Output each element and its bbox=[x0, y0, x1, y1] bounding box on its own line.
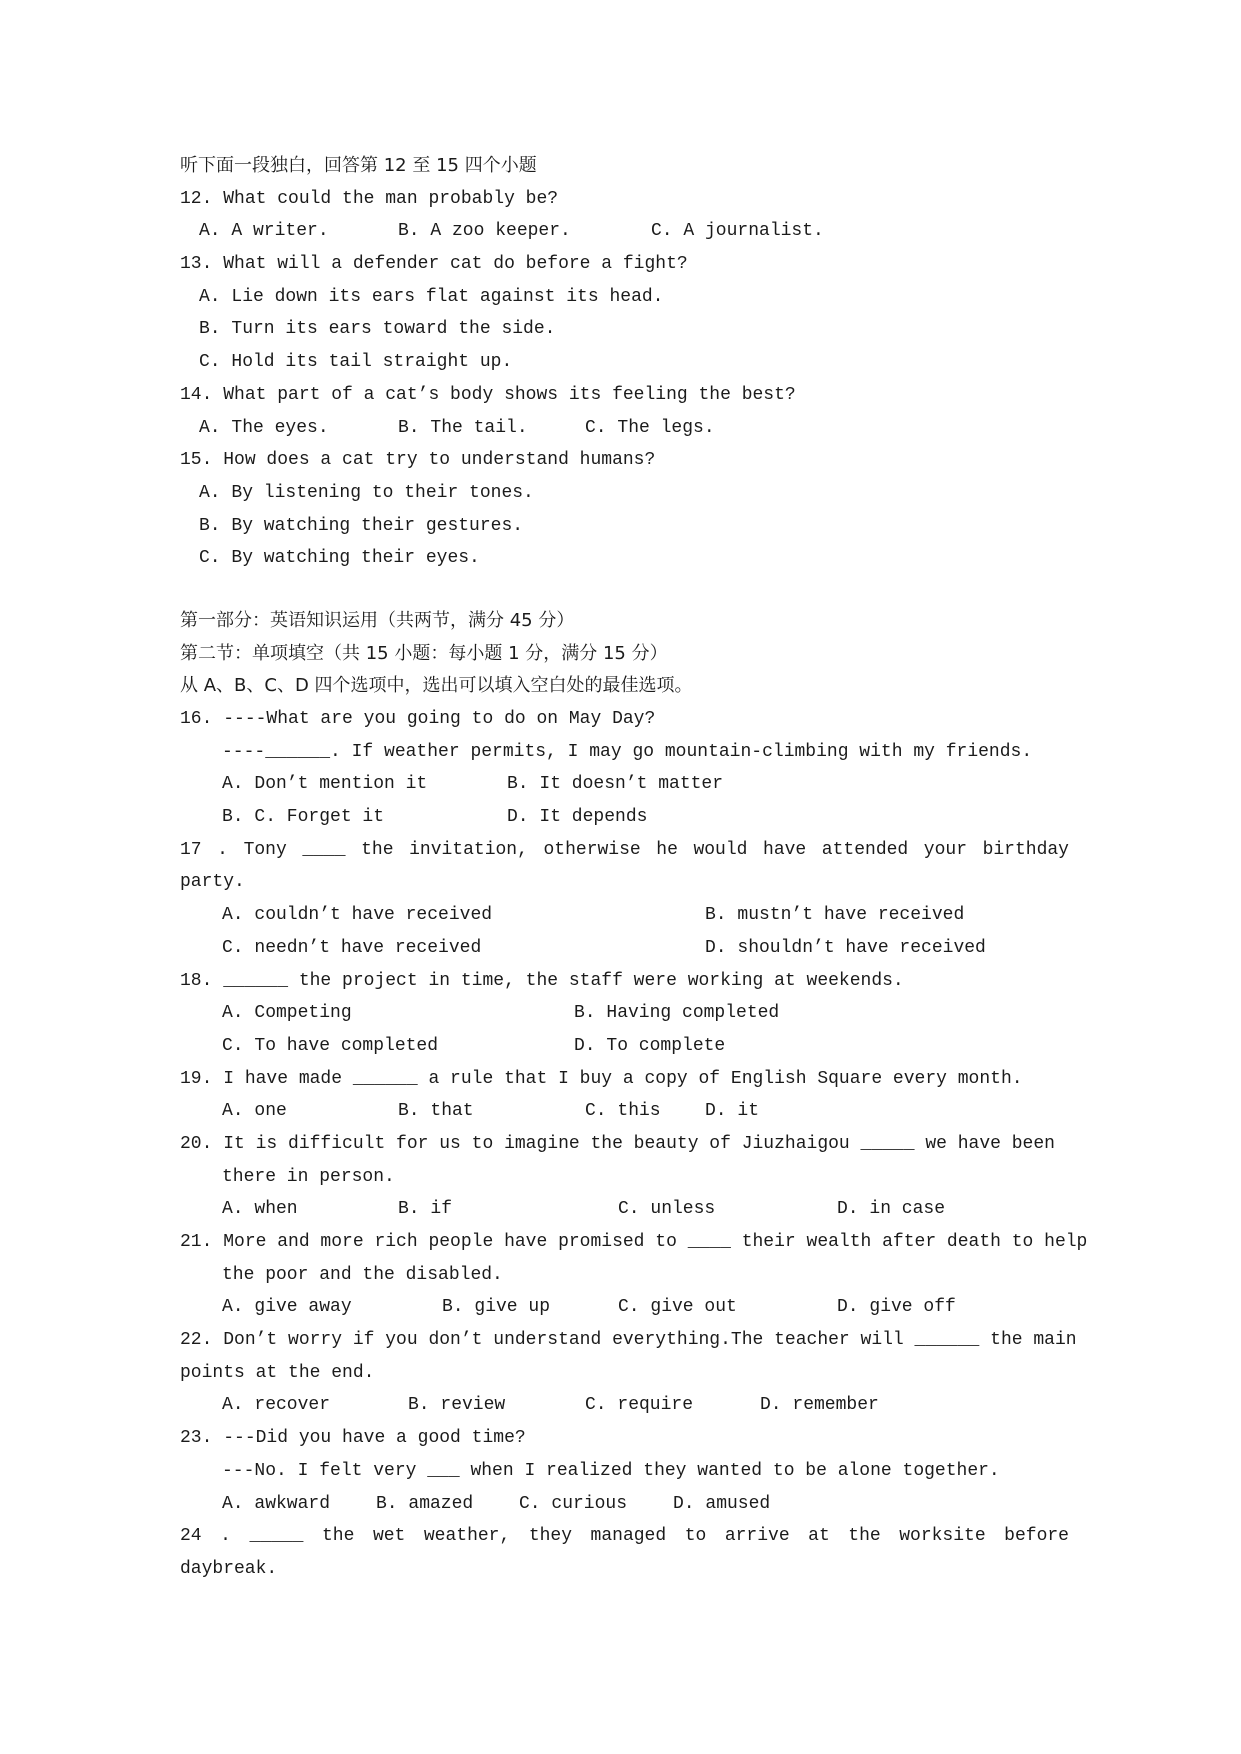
option-18-b: B. Having completed bbox=[574, 1003, 780, 1024]
option-14-a: A. The eyes. bbox=[199, 417, 329, 438]
option-23-c: C. curious bbox=[519, 1493, 628, 1514]
dialogue-line: ----______. If weather permits, I may go mountain-climbing with my friends. bbox=[222, 741, 1033, 762]
question-21-stem bbox=[180, 1226, 1087, 1259]
question-text: _____ the wet weather, they managed to arrive at the worksite before bbox=[249, 1526, 1069, 1547]
question-16-reply bbox=[0, 736, 1241, 769]
question-12 bbox=[0, 183, 1241, 216]
option-23-a: A. awkward bbox=[222, 1493, 331, 1514]
question-number: 18. bbox=[180, 970, 213, 991]
question-number: 19. bbox=[180, 1068, 213, 1089]
option-22-a: A. recover bbox=[222, 1395, 331, 1416]
option-17-a: A. couldn’t have received bbox=[222, 905, 493, 926]
section-heading: 第二节：单项填空（共 15 小题：每小题 1 分，满分 15 分） bbox=[180, 642, 668, 664]
question-17-stem bbox=[180, 834, 1069, 867]
question-number: 23. bbox=[180, 1428, 213, 1449]
option-row bbox=[0, 477, 1241, 510]
option-19-b: B. that bbox=[398, 1101, 474, 1122]
option-21-c: C. give out bbox=[618, 1297, 737, 1318]
question-text: More and more rich people have promised to ____ their wealth after death to help bbox=[223, 1232, 1088, 1252]
question-18-options-row1 bbox=[0, 997, 1241, 1030]
option-17-c: C. needn’t have received bbox=[222, 937, 482, 958]
question-text: What could the man probably be? bbox=[223, 188, 559, 209]
question-20-continuation bbox=[0, 1161, 1241, 1194]
question-number: 21. bbox=[180, 1232, 213, 1252]
section-instruction: 从 A、B、C、D 四个选项中，选出可以填入空白处的最佳选项。 bbox=[180, 675, 693, 697]
question-20 bbox=[0, 1128, 1241, 1161]
question-24-stem bbox=[180, 1520, 1069, 1553]
question-17-continuation bbox=[0, 866, 1241, 899]
option-row bbox=[0, 281, 1241, 314]
option-15-b: B. By watching their gestures. bbox=[199, 515, 524, 536]
option-row bbox=[0, 346, 1241, 379]
question-text: Tony ____ the invitation, otherwise he would have attended your birthday bbox=[243, 839, 1069, 860]
option-14-b: B. The tail. bbox=[398, 417, 528, 438]
question-text: It is difficult for us to imagine the beauty of Jiuzhaigou _____ we have been bbox=[223, 1133, 1055, 1154]
option-row bbox=[0, 510, 1241, 543]
question-text-continuation: daybreak. bbox=[180, 1558, 278, 1579]
question-16 bbox=[0, 703, 1241, 736]
question-number: 14. bbox=[180, 384, 213, 405]
option-20-b: B. if bbox=[398, 1199, 453, 1220]
question-15-stem bbox=[180, 444, 655, 477]
question-number: 20. bbox=[180, 1133, 213, 1154]
option-23-d: D. amused bbox=[673, 1493, 771, 1514]
option-19-d: D. it bbox=[705, 1101, 760, 1122]
question-19 bbox=[0, 1063, 1241, 1096]
question-19-options bbox=[0, 1095, 1241, 1128]
dialogue-line: ----What are you going to do on May Day? bbox=[223, 709, 656, 729]
dialogue-line: ---No. I felt very ___ when I realized they wanted to be alone together. bbox=[222, 1460, 1000, 1481]
question-text: ______ the project in time, the staff were working at weekends. bbox=[223, 970, 904, 991]
option-21-d: D. give off bbox=[837, 1297, 956, 1318]
option-15-a: A. By listening to their tones. bbox=[199, 482, 534, 503]
question-16-stem bbox=[180, 703, 655, 736]
option-22-d: D. remember bbox=[760, 1395, 879, 1416]
option-12-c: C. A journalist. bbox=[651, 221, 824, 242]
question-21 bbox=[0, 1226, 1241, 1259]
option-14-c: C. The legs. bbox=[585, 417, 715, 438]
dialogue-line: ---Did you have a good time? bbox=[223, 1428, 526, 1449]
question-22-continuation bbox=[0, 1357, 1241, 1390]
option-16-c: B. C. Forget it bbox=[222, 807, 385, 828]
question-18 bbox=[0, 965, 1241, 998]
question-21-continuation bbox=[0, 1259, 1241, 1292]
option-23-b: B. amazed bbox=[376, 1493, 474, 1514]
question-23 bbox=[0, 1422, 1241, 1455]
question-14-stem bbox=[180, 379, 796, 412]
option-16-a: A. Don’t mention it bbox=[222, 774, 428, 795]
option-18-d: D. To complete bbox=[574, 1035, 726, 1056]
question-number: 24 . bbox=[180, 1526, 231, 1547]
question-15 bbox=[0, 444, 1241, 477]
option-13-a: A. Lie down its ears flat against its head. bbox=[199, 286, 664, 307]
exam-content bbox=[0, 150, 1241, 1586]
question-text: Don’t worry if you don’t understand everything.The teacher will ______ the main bbox=[223, 1330, 1077, 1351]
question-23-stem bbox=[180, 1422, 526, 1455]
option-22-c: C. require bbox=[585, 1395, 694, 1416]
question-17 bbox=[0, 834, 1241, 867]
option-13-b: B. Turn its ears toward the side. bbox=[199, 319, 556, 340]
option-16-b: B. It doesn’t matter bbox=[507, 774, 724, 795]
option-15-c: C. By watching their eyes. bbox=[199, 548, 480, 569]
question-22-options bbox=[0, 1389, 1241, 1422]
question-17-options-row2 bbox=[0, 932, 1241, 965]
option-21-a: A. give away bbox=[222, 1297, 352, 1318]
question-24-continuation bbox=[0, 1553, 1241, 1586]
question-22 bbox=[0, 1324, 1241, 1357]
question-21-options bbox=[0, 1291, 1241, 1324]
option-16-d: D. It depends bbox=[507, 807, 648, 828]
question-number: 17 . bbox=[180, 839, 228, 860]
question-number: 22. bbox=[180, 1330, 213, 1351]
question-text-continuation: there in person. bbox=[222, 1166, 395, 1187]
question-number: 13. bbox=[180, 254, 213, 275]
question-22-stem bbox=[180, 1324, 1077, 1357]
question-16-options-row1 bbox=[0, 768, 1241, 801]
question-text: What part of a cat’s body shows its feeling the best? bbox=[223, 384, 796, 405]
option-21-b: B. give up bbox=[442, 1297, 551, 1318]
option-13-c: C. Hold its tail straight up. bbox=[199, 352, 513, 373]
question-18-options-row2 bbox=[0, 1030, 1241, 1063]
listening-instruction-row bbox=[0, 150, 1241, 183]
question-17-options-row1 bbox=[0, 899, 1241, 932]
question-text: How does a cat try to understand humans? bbox=[223, 450, 656, 471]
question-18-stem bbox=[180, 965, 904, 998]
option-19-c: C. this bbox=[585, 1101, 661, 1122]
option-19-a: A. one bbox=[222, 1101, 287, 1122]
question-20-options bbox=[0, 1193, 1241, 1226]
question-number: 15. bbox=[180, 450, 213, 471]
option-12-b: B. A zoo keeper. bbox=[398, 221, 571, 242]
question-text-continuation: points at the end. bbox=[180, 1362, 375, 1383]
question-16-options-row2 bbox=[0, 801, 1241, 834]
listening-instruction: 听下面一段独白，回答第 12 至 15 四个小题 bbox=[180, 155, 537, 176]
question-20-stem bbox=[180, 1128, 1055, 1161]
question-23-reply bbox=[0, 1455, 1241, 1488]
section-heading-row bbox=[0, 638, 1241, 671]
option-18-a: A. Competing bbox=[222, 1003, 352, 1024]
question-number: 12. bbox=[180, 188, 213, 209]
question-13-stem bbox=[180, 248, 688, 281]
part-heading-row bbox=[0, 605, 1241, 638]
option-20-a: A. when bbox=[222, 1199, 298, 1220]
question-text: What will a defender cat do before a fight? bbox=[223, 254, 688, 275]
section-gap bbox=[0, 575, 1241, 605]
option-18-c: C. To have completed bbox=[222, 1035, 439, 1056]
question-14-options bbox=[0, 412, 1241, 445]
part-heading: 第一部分：英语知识运用（共两节，满分 45 分） bbox=[180, 609, 575, 631]
section-instruction-row bbox=[0, 670, 1241, 703]
question-12-options bbox=[0, 215, 1241, 248]
question-13 bbox=[0, 248, 1241, 281]
question-text-continuation: party. bbox=[180, 872, 245, 893]
option-17-b: B. mustn’t have received bbox=[705, 905, 965, 926]
option-row bbox=[0, 313, 1241, 346]
question-14 bbox=[0, 379, 1241, 412]
option-20-c: C. unless bbox=[618, 1199, 716, 1220]
question-text-continuation: the poor and the disabled. bbox=[222, 1264, 503, 1285]
question-12-stem bbox=[180, 183, 558, 216]
question-23-options bbox=[0, 1488, 1241, 1521]
option-12-a: A. A writer. bbox=[199, 221, 329, 242]
question-19-stem bbox=[180, 1063, 1023, 1096]
option-row bbox=[0, 542, 1241, 575]
question-number: 16. bbox=[180, 709, 213, 729]
option-22-b: B. review bbox=[408, 1395, 506, 1416]
option-20-d: D. in case bbox=[837, 1199, 946, 1220]
question-text: I have made ______ a rule that I buy a copy of English Square every month. bbox=[223, 1068, 1023, 1089]
question-24 bbox=[0, 1520, 1241, 1553]
option-17-d: D. shouldn’t have received bbox=[705, 937, 986, 958]
